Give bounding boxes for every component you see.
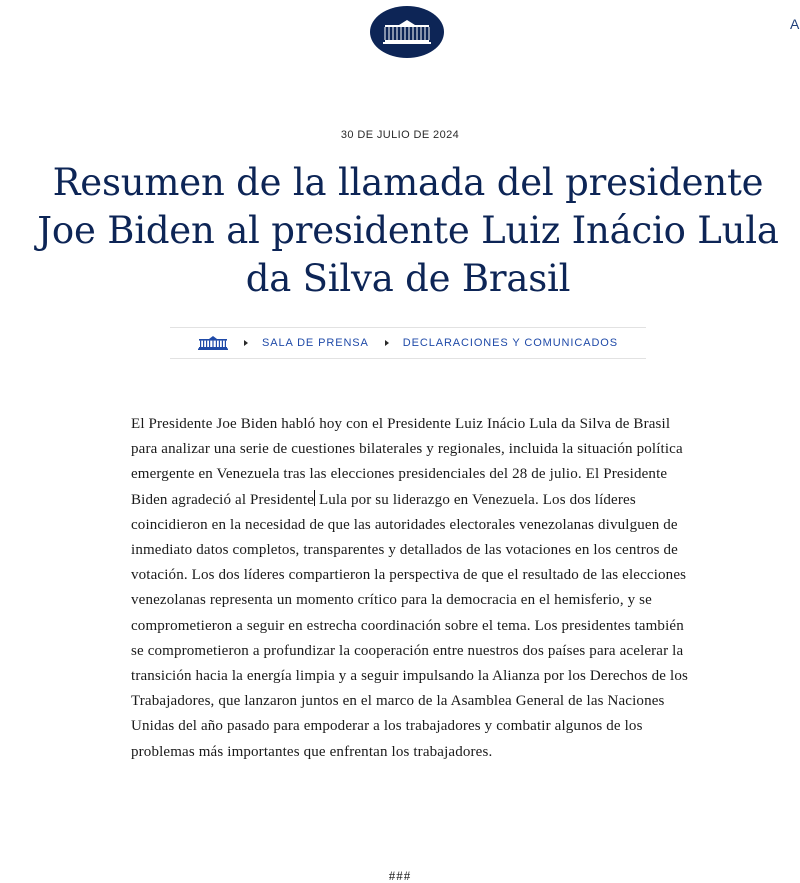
breadcrumb-sala-de-prensa[interactable]: SALA DE PRENSA [262,337,369,349]
publish-date: 30 DE JULIO DE 2024 [340,129,460,141]
breadcrumb-home-link[interactable] [198,336,228,350]
end-mark: ### [388,868,412,883]
text-cursor [314,490,315,506]
article-body-part2: Lula por su liderazgo en Venezuela. Los dos líderes coincidieron en la necesidad de que las autoridades electorales venezolanas divulguen de inmediato datos completos, transparentes y detallados de las votaciones en los centros de votación. Los dos líderes compartieron la perspectiva de que el resultado de las elecciones venezolanas representa un momento crítico para la democracia en el hemisferio, y se comprometieron a seguir en estrecha coordinación sobre el tema. Los presidentes también se comprometieron a profundizar la cooperación entre nuestros dos países para acelerar la transición hacia la energía limpia y a seguir impulsando la Alianza por los Derechos de los Trabajadores, que lanzaron juntos en el marco de la Asamblea General de las Naciones Unidas del año pasado para empoderar a los trabajadores y combatir algunos de los problemas más importantes que enfrentan los trabajadores. [131,491,688,760]
chevron-right-icon [385,340,389,346]
white-house-logo[interactable] [370,6,444,58]
breadcrumb-declaraciones-y-comunicados[interactable]: DECLARACIONES Y COMUNICADOS [402,337,618,349]
page-title: Resumen de la llamada del presidente Joe Biden al presidente Luiz Inácio Lula da Silva de Brasil [37,161,779,300]
language-toggle-link[interactable]: A [790,16,800,32]
chevron-right-icon [244,340,248,346]
breadcrumb [170,327,646,359]
white-house-seal-icon [379,16,435,48]
article-body [131,412,691,765]
white-house-icon [198,336,228,350]
article-body-part1: El Presidente Joe Biden habló hoy con el Presidente Luiz Inácio Lula da Silva de Brasil para analizar una serie de cuestiones bilaterales y regionales, incluida la situación política emergente en Venezuela tras las elecciones presidenciales del 28 de julio. El Presidente Biden agradeció al Presidente [131,416,683,508]
